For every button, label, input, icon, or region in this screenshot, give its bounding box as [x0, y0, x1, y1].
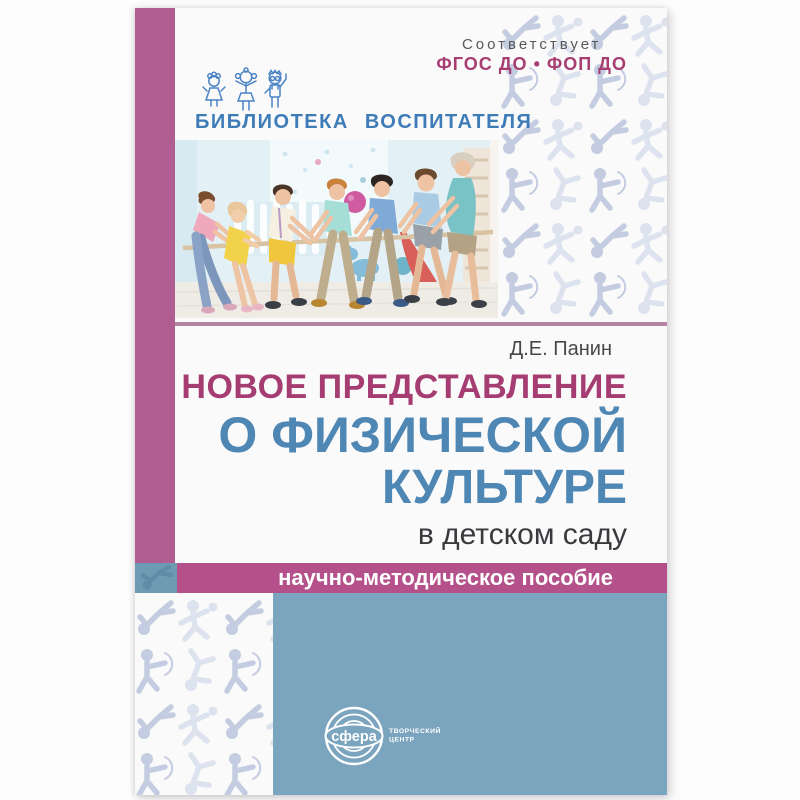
- title-line-1: НОВОЕ ПРЕДСТАВЛЕНИЕ: [181, 368, 627, 406]
- author-name: Д.Е. Панин: [509, 338, 612, 360]
- title-line-2: О ФИЗИЧЕСКОЙ: [218, 406, 627, 463]
- series-title: БИБЛИОТЕКА ВОСПИТАТЕЛЯ: [195, 111, 533, 133]
- badge-standards: ФГОС ДО • ФОП ДО: [436, 54, 627, 74]
- subtitle-band: научно-методическое пособие: [177, 563, 667, 593]
- kids-doodle-icon: [198, 64, 294, 112]
- sphere-logo-icon: [321, 700, 453, 770]
- publisher-name: сфера: [331, 729, 377, 745]
- book-cover: [135, 8, 667, 795]
- cover-photo: [175, 140, 498, 318]
- book-title: [181, 370, 627, 551]
- spine-stripe: [135, 8, 175, 563]
- band-left-square: [135, 563, 177, 593]
- sport-kids-pattern-bottom: [135, 593, 273, 795]
- title-line-4: в детском саду: [417, 517, 627, 551]
- band-square-figure-icon: [135, 563, 177, 593]
- badge-text: Соответствует: [461, 36, 602, 53]
- title-line-3: КУЛЬТУРЕ: [381, 460, 627, 514]
- publisher-tagline-1: ТВОРЧЕСКИЙ: [389, 728, 441, 735]
- divider-line: [175, 322, 667, 326]
- compliance-badge: [436, 36, 627, 75]
- subtitle-band-row: [135, 563, 667, 593]
- publisher-tagline-2: ЦЕНТР: [389, 736, 415, 744]
